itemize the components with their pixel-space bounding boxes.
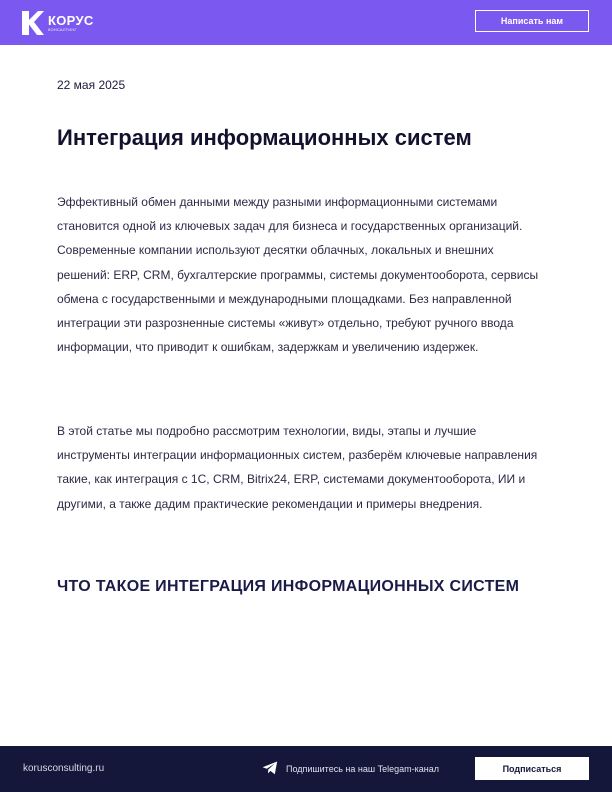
subscribe-button[interactable]: Подписаться <box>475 757 589 780</box>
contact-us-button[interactable]: Написать нам <box>475 10 589 32</box>
article-paragraph: Эффективный обмен данными между разными информационными системами становится одной из ключевых задач для бизнеса и государственных организаций. Современные компании используют десятки облачных, локальных и внешних решений: ERP, CRM, бухгалтерские программы, системы документооборота, сервисы обмена с государственными и международными площадками. Без направленной интеграции эти разрозненные системы «живут» отдельно, требуют ручного ввода информации, что приводит к ошибкам, задержкам и увеличению издержек. <box>57 195 539 355</box>
telegram-icon <box>262 761 278 775</box>
section-heading: ЧТО ТАКОЕ ИНТЕГРАЦИЯ ИНФОРМАЦИОННЫХ СИСТЕМ <box>57 578 520 595</box>
publish-date: 22 мая 2025 <box>57 78 126 92</box>
article-paragraph: В этой статье мы подробно рассмотрим технологии, виды, этапы и лучшие инструменты интеграции информационных систем, разберём ключевые направления такие, как интеграция с 1С, CRM, Bitrix24, ERP, системами документооборота, ИИ и другими, а также дадим практические рекомендации и примеры внедрения. <box>57 424 538 511</box>
telegram-subscribe-text[interactable]: Подпишитесь на наш Telegam-канал <box>286 764 439 774</box>
korus-logo-icon <box>22 11 44 35</box>
site-footer <box>0 746 612 792</box>
site-link[interactable]: korusconsulting.ru <box>23 763 105 774</box>
logo-subtext: КОНСАЛТИНГ <box>48 26 77 32</box>
logo-text: КОРУС <box>48 12 94 28</box>
logo[interactable] <box>22 10 94 35</box>
site-header <box>0 0 612 45</box>
page-title: Интеграция информационных систем <box>57 125 472 150</box>
